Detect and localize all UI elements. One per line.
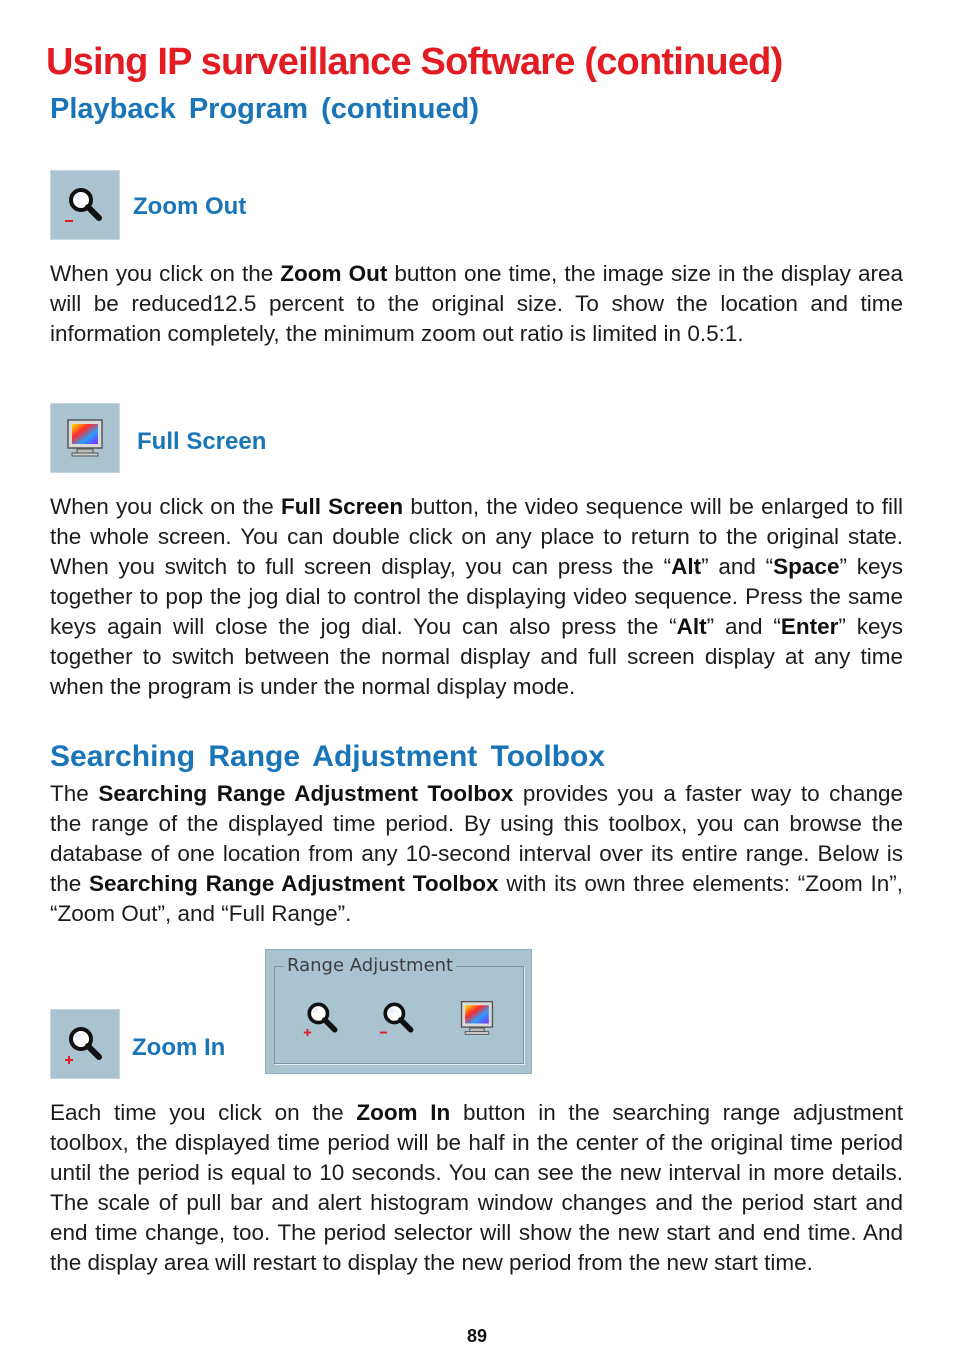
page-subtitle: Playback Program (continued) [50, 93, 479, 125]
magnifier-minus-icon [63, 183, 107, 227]
zoom-in-button[interactable] [50, 1009, 120, 1079]
searching-range-description: The Searching Range Adjustment Toolbox provides you a faster way to change the range of the displayed time period. By using this toolbox, you can browse the database of one location from any 10-second interval over its entire range. Below is the Searching Range Adjustment Toolbox with its own three elements: “Zoom In”, “Zoom Out”, and “Full Range”. [50, 781, 903, 926]
magnifier-plus-icon [302, 998, 342, 1038]
zoom-out-button[interactable] [50, 170, 120, 240]
zoom-in-description: Each time you click on the Zoom In button in the searching range adjustment toolbox, the displayed time period will be half in the center of the original time period until the period is equal to 10 seconds. You can see the new interval in more details. The scale of pull bar and alert histogram window changes and the period start and end time change, too. The period selector will show the new start and end time. And the display area will restart to display the new period from the new start time. [50, 1100, 903, 1275]
zoom-out-label: Zoom Out [133, 193, 247, 220]
full-screen-button[interactable] [50, 403, 120, 473]
full-screen-label: Full Screen [137, 428, 267, 455]
page-title: Using IP surveillance Software (continued) [46, 41, 783, 83]
zoom-out-description: When you click on the Zoom Out button one time, the image size in the display area will be reduced12.5 percent to the original size. To show the location and time information completely, the minimum zoom out ratio is limited in 0.5:1. [50, 261, 903, 346]
searching-range-heading: Searching Range Adjustment Toolbox [50, 740, 606, 773]
full-screen-description: When you click on the Full Screen button, the video sequence will be enlarged to fill the whole screen. You can double click on any place to return to the original state. When you switch to full screen display, you can press the “Alt” and “Space” keys together to pop the jog dial to control the displaying video sequence. Press the same keys again will close the jog dial. You can also press the “Alt” and “Enter” keys together to switch between the normal display and full screen display at any time when the program is under the normal display mode. [50, 494, 904, 699]
range-full-range-button[interactable] [456, 998, 498, 1043]
range-zoom-in-button[interactable] [302, 998, 342, 1043]
page-number: 89 [466, 1326, 488, 1346]
range-adjustment-legend: Range Adjustment [284, 955, 456, 976]
monitor-icon [456, 998, 498, 1038]
magnifier-plus-icon [63, 1022, 107, 1066]
magnifier-minus-icon [378, 998, 418, 1038]
range-zoom-out-button[interactable] [378, 998, 418, 1043]
zoom-in-label: Zoom In [132, 1034, 226, 1061]
monitor-icon [62, 416, 108, 460]
range-adjustment-panel [265, 949, 532, 1074]
